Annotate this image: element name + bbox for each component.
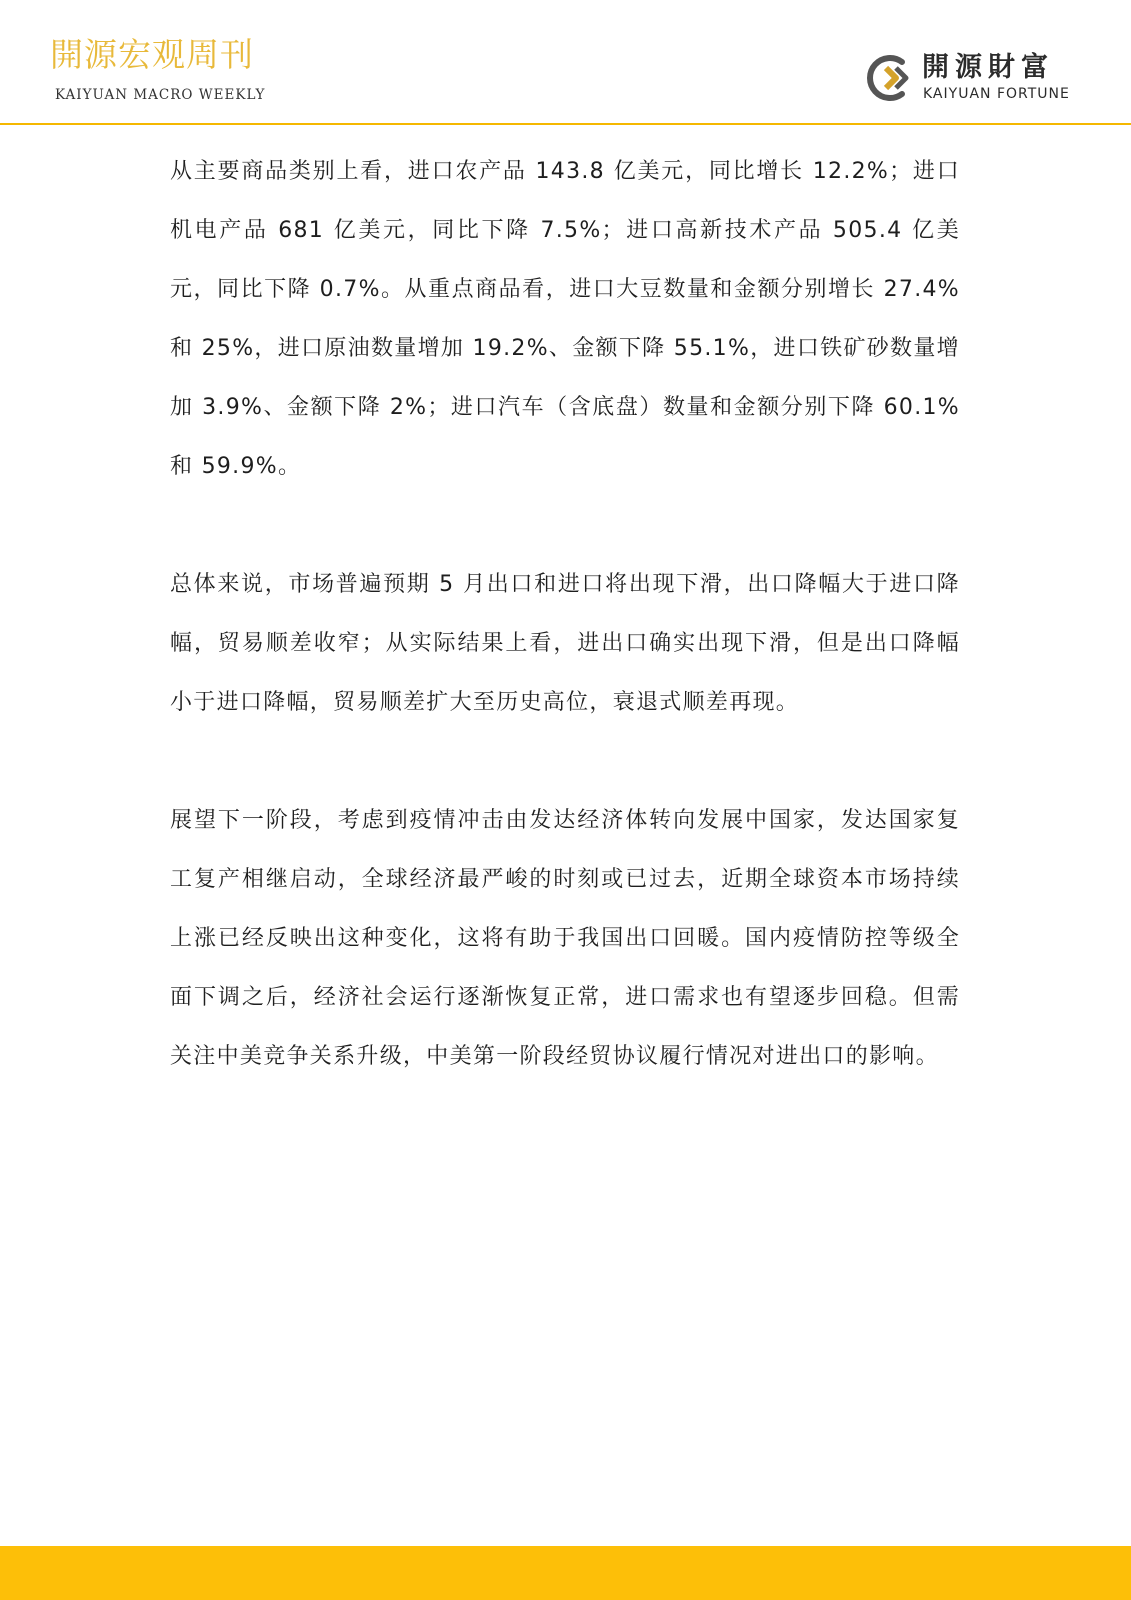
header-divider — [0, 123, 1131, 125]
body-content — [170, 142, 960, 1145]
brand-name-en: KAIYUAN FORTUNE — [923, 86, 1070, 102]
report-subtitle: KAIYUAN MACRO WEEKLY — [55, 87, 266, 103]
paragraph-summary: 总体来说，市场普遍预期 5 月出口和进口将出现下滑，出口降幅大于进口降幅，贸易顺差收窄；从实际结果上看，进出口确实出现下滑，但是出口降幅小于进口降幅，贸易顺差扩大至历史高位，衰退式顺差再现。 — [170, 572, 960, 715]
footer-band — [0, 1546, 1131, 1600]
paragraph-outlook: 展望下一阶段，考虑到疫情冲击由发达经济体转向发展中国家，发达国家复工复产相继启动，全球经济最严峻的时刻或已过去，近期全球资本市场持续上涨已经反映出这种变化，这将有助于我国出口回暖。国内疫情防控等级全面下调之后，经济社会运行逐渐恢复正常，进口需求也有望逐步回稳。但需关注中美竞争关系升级，中美第一阶段经贸协议履行情况对进出口的影响。 — [170, 808, 960, 1069]
brand-name-cn: 開源財富 — [922, 52, 1054, 83]
page-header — [0, 0, 1131, 125]
brand-logo-block — [866, 52, 1086, 106]
kaiyuan-logo-icon — [866, 52, 914, 104]
report-title: 開源宏观周刊 — [50, 35, 254, 74]
paragraph-import-categories: 从主要商品类别上看，进口农产品 143.8 亿美元，同比增长 12.2%；进口机电产品 681 亿美元，同比下降 7.5%；进口高新技术产品 505.4 亿美元，同比下降 0.7%。从重点商品看，进口大豆数量和金额分别增长 27.4%和 25%，进口原油数量增加 19.2%、金额下降 55.1%，进口铁矿砂数量增加 3.9%、金额下降 2%；进口汽车（含底盘）数量和金额分别下降 60.1%和 59.9%。 — [170, 159, 960, 479]
